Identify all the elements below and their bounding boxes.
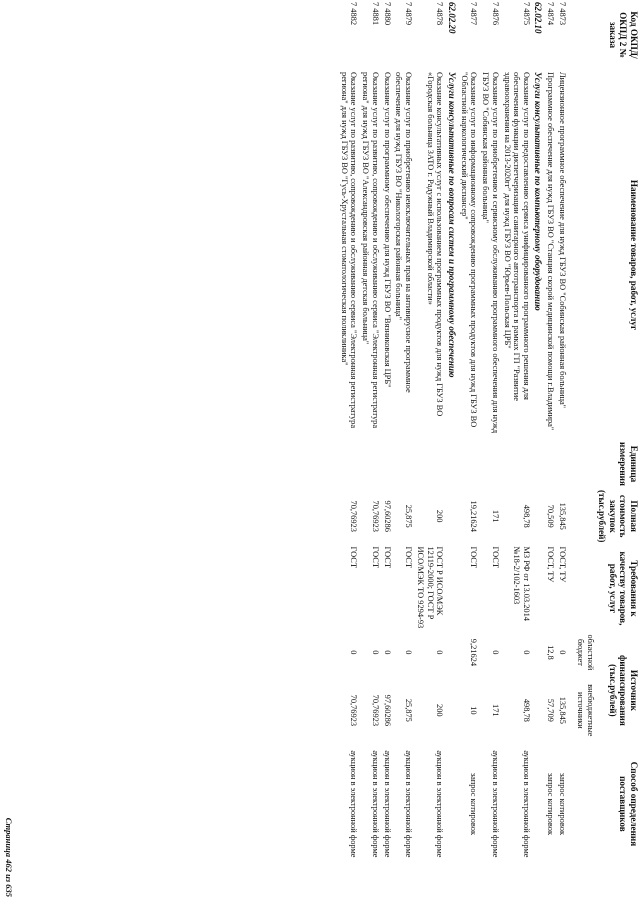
header-method: Способ определения поставщиков xyxy=(618,761,639,847)
requirements-cell: ГОСТ xyxy=(382,546,392,568)
budget-cell: 0 xyxy=(490,650,500,655)
name-cell: Лицензионное программное обеспечение для нужд ГБУЗ ВО "Собинская районная больница" xyxy=(558,72,567,409)
method-cell: аукцион в электронной форме xyxy=(382,750,392,858)
header-cost: Полная стоимость закупок (тыс.рублей) xyxy=(596,489,639,543)
extra-cell: 25,875 xyxy=(404,698,414,722)
name-cell: Оказание услуг по информационному сопровождению программных продуктов для нужд ГБУЗ ВО "Областной наркологический диспансер" xyxy=(459,72,479,428)
extra-cell: 70,76923 xyxy=(370,694,380,727)
section-row xyxy=(445,0,457,860)
name-cell: Программное обеспечение для нужд ГБУЗ ВО "Станция скорой медицинской помощи г.Владимира" xyxy=(546,72,556,431)
method-cell: запрос котировок xyxy=(546,772,556,836)
extra-cell: 70,76923 xyxy=(349,694,359,727)
table-row xyxy=(501,0,532,860)
unit-cell xyxy=(479,440,501,488)
cost-cell: 70,76923 xyxy=(349,500,359,532)
unit-cell xyxy=(545,440,557,488)
code-cell: 7 4874 xyxy=(546,2,556,26)
budget-cell: 0 xyxy=(349,650,359,655)
code-cell: 7 4882 xyxy=(349,2,359,26)
name-cell: Оказание услуг по развитию, сопровождению и обслуживанию сервиса "Электронная регистратура региона" для нужд ГБУЗ ВО "Гусь-Хрустальная стоматологическая поликлиника" xyxy=(339,72,359,429)
header-source-budget: областной бюджет xyxy=(576,634,595,671)
cost-cell: 19,21624 xyxy=(469,500,479,532)
table-row xyxy=(381,0,393,860)
extra-cell: 200 xyxy=(435,704,445,717)
code-cell: 7 4877 xyxy=(469,2,479,26)
name-cell: Оказание услуг по приобретению неисключительных прав на антивирусное программное обеспечение для нужд ГБУЗ ВО "Никологорская районная больница" xyxy=(394,72,414,393)
requirements-cell: ГОСТ, ТУ xyxy=(546,546,556,583)
code-cell: 7 4875 xyxy=(522,2,532,26)
unit-cell xyxy=(556,440,568,488)
header-name: Наименование товаров, работ, услуг xyxy=(629,179,639,331)
requirements-cell: МЗ РФ от 13.03.2014 №18-2/102-1603 xyxy=(512,546,532,621)
name-cell: Оказание услуг по предоставлению сервиса унифицированного программного решения для обеспечения функции диспетчеризации санитарного автотранспорта в рамках ГП "Развитие здравоохранения на 2013-2020гг" для нужд ГБУЗ ВО "Юрьев-Польская ЦРБ" xyxy=(502,72,532,401)
name-cell: Оказание консультативных услуг с использованием программных продуктов для нужд ГБУЗ ВО «Городская больница ЗАТО г. Радужный Владимирской области» xyxy=(425,72,445,417)
cost-cell: 70,76923 xyxy=(370,500,380,532)
code-cell: 7 4879 xyxy=(404,2,414,26)
unit-cell xyxy=(381,440,393,488)
extra-cell: 57,709 xyxy=(546,698,556,722)
cost-cell: 135,845 xyxy=(558,502,567,530)
budget-cell: 0 xyxy=(435,650,445,655)
extra-cell: 171 xyxy=(490,704,500,717)
name-cell: Оказание услуг по приобретению и сервисному обслуживанию программного обеспечения для нужд ГБУЗ ВО "Собинская районная больница" xyxy=(481,72,500,434)
unit-cell xyxy=(458,440,480,488)
requirements-cell: ГОСТ, ТУ xyxy=(558,546,567,583)
method-cell: запрос котировок xyxy=(469,772,479,836)
unit-cell xyxy=(359,440,381,488)
extra-cell: 498,78 xyxy=(522,698,532,722)
unit-cell xyxy=(393,440,415,488)
code-cell: 7 4873 xyxy=(558,2,567,26)
section-title: Услуги консультативные по вопросам систем и программному обеспечению xyxy=(446,72,457,378)
header-code: Код ОКПД/ ОКПД 2 № заказа xyxy=(607,11,639,59)
requirements-cell: ГОСТ xyxy=(349,546,359,568)
name-cell: Оказание услуг по развитию, сопровождению и обслуживанию сервиса "Электронная регистратура региона" для нужд ГБУЗ ВО "Александровская районная детская больница" xyxy=(361,72,380,429)
table-row xyxy=(545,0,557,860)
budget-cell: 0 xyxy=(558,650,567,655)
table-row xyxy=(414,0,445,860)
budget-cell: 12,8 xyxy=(546,645,556,660)
cost-cell: 171 xyxy=(490,509,500,523)
cost-cell: 70,509 xyxy=(546,504,556,528)
budget-cell: 0 xyxy=(404,650,414,655)
unit-cell xyxy=(414,440,445,488)
code-cell: 7 4880 xyxy=(382,2,392,26)
method-cell: аукцион в электронной форме xyxy=(349,750,359,858)
unit-cell xyxy=(338,440,360,488)
section-title: Услуги консультативные по компьютерному оборудованию xyxy=(533,72,544,311)
extra-cell: 10 xyxy=(469,706,479,715)
table-row xyxy=(359,0,381,860)
table-row xyxy=(556,0,568,860)
code-cell: 7 4881 xyxy=(370,2,380,26)
code-cell: 7 4876 xyxy=(490,2,500,26)
unit-cell xyxy=(501,440,532,488)
section-code: 62.02.20 xyxy=(446,2,457,34)
requirements-cell: ГОСТ xyxy=(490,546,500,568)
header-source: Источник финансирования (тыс.рублей) xyxy=(607,655,639,726)
cost-cell: 97,60286 xyxy=(382,500,392,532)
page-number: Страница 462 из 635 xyxy=(4,817,14,897)
requirements-cell: ГОСТ Р ИСО/МЭК 12119-2000; ГОСТ Р ИСО/МЭК ТО 9294-93 xyxy=(415,546,445,629)
cost-cell: 25,875 xyxy=(404,504,414,528)
requirements-cell: ГОСТ xyxy=(469,546,479,568)
header-unit: Единица измерения xyxy=(618,442,639,486)
section-code: 62.02.10 xyxy=(533,2,544,34)
name-cell: Оказание услуг по программному обеспечению для нужд ГБУЗ ВО "Вязниковская ЦРБ" xyxy=(382,72,392,388)
requirements-cell: ГОСТ xyxy=(370,546,380,568)
table-row xyxy=(479,0,501,860)
budget-cell: 0 xyxy=(370,650,380,655)
table-row xyxy=(338,0,360,860)
method-cell: аукцион в электронной форме xyxy=(490,750,500,858)
code-cell: 7 4878 xyxy=(435,2,445,26)
header-source-extra: внебюджетные источники xyxy=(576,684,595,737)
table-row xyxy=(458,0,480,860)
method-cell: аукцион в электронной форме xyxy=(522,750,532,858)
method-cell: аукцион в электронной форме xyxy=(435,750,445,858)
table-row xyxy=(393,0,415,860)
budget-cell: 9,21624 xyxy=(469,638,479,666)
section-row xyxy=(532,0,544,860)
cost-cell: 200 xyxy=(435,509,445,523)
method-cell: запрос котировок xyxy=(558,772,567,836)
header-requirements: Требования к качеству товаров, работ, услуг xyxy=(607,551,639,626)
budget-cell: 0 xyxy=(382,650,392,655)
extra-cell: 135,845 xyxy=(558,696,567,724)
method-cell: аукцион в электронной форме xyxy=(404,750,414,858)
requirements-cell: ГОСТ xyxy=(404,546,414,568)
cost-cell: 498,78 xyxy=(522,504,532,528)
procurement-table xyxy=(338,0,640,860)
extra-cell: 97,60286 xyxy=(382,694,392,727)
budget-cell: 0 xyxy=(522,650,532,655)
method-cell: аукцион в электронной форме xyxy=(370,750,380,858)
